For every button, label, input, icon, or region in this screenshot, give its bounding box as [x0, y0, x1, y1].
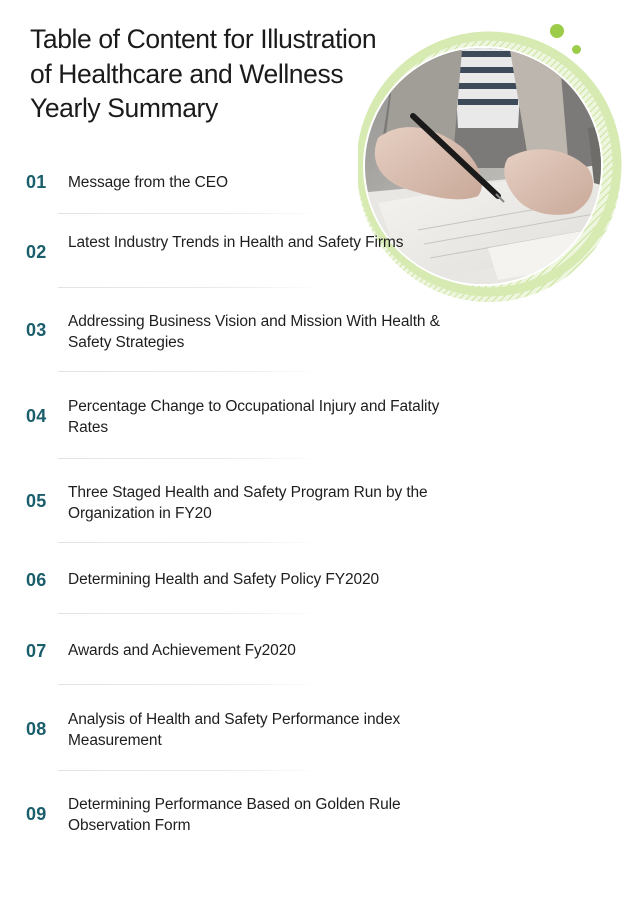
toc-text: Determining Performance Based on Golden Rule Observation Form: [68, 796, 401, 834]
toc-text: Three Staged Health and Safety Program Run by the Organization in FY20: [68, 484, 428, 522]
divider: [58, 684, 320, 685]
divider: [58, 542, 320, 543]
toc-text: Awards and Achievement Fy2020: [68, 642, 296, 659]
toc-text: Percentage Change to Occupational Injury and Fatality Rates: [68, 398, 440, 436]
toc-text: Determining Health and Safety Policy FY2020: [68, 571, 380, 588]
toc-number: 08: [26, 719, 47, 739]
divider: [58, 213, 320, 214]
toc-number: 06: [26, 570, 47, 590]
photo-circle: [358, 18, 628, 308]
toc-number: 03: [26, 320, 47, 340]
toc-text: Latest Industry Trends in Health and Safety Firms: [68, 234, 404, 251]
toc-number: 05: [26, 491, 47, 511]
toc-number: 01: [26, 172, 47, 192]
toc-text: Addressing Business Vision and Mission With Health & Safety Strategies: [68, 313, 440, 351]
hands-writing-photo: [358, 18, 628, 308]
toc-text: Analysis of Health and Safety Performance index Measurement: [68, 711, 401, 749]
divider: [58, 613, 320, 614]
divider: [58, 371, 320, 372]
divider: [58, 770, 320, 771]
divider: [58, 458, 320, 459]
page-title: Table of Content for Illustration of Healthcare and Wellness Yearly Summary: [30, 24, 377, 123]
divider: [58, 287, 320, 288]
toc-number: 02: [26, 242, 47, 262]
toc-number: 07: [26, 641, 47, 661]
toc-number: 04: [26, 406, 47, 426]
toc-text: Message from the CEO: [68, 174, 228, 191]
toc-number: 09: [26, 804, 47, 824]
